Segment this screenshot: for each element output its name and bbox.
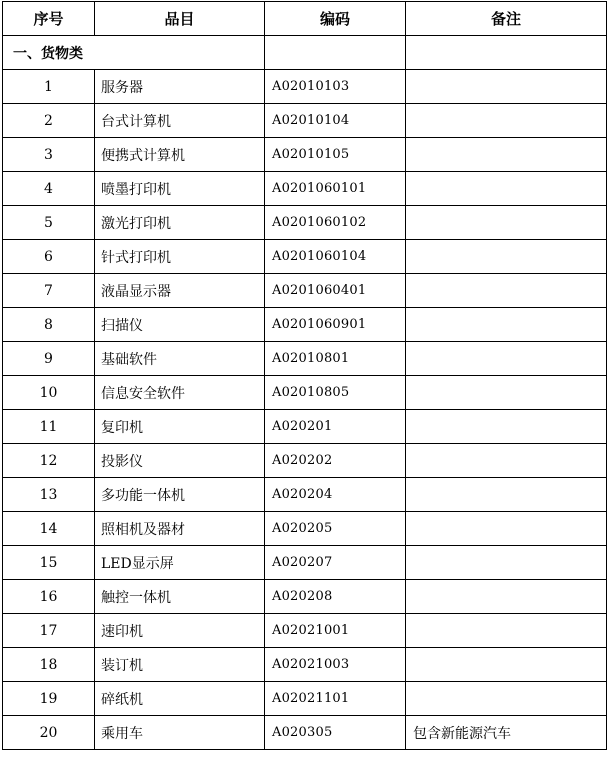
table-row <box>3 614 607 648</box>
row-code: A02010104 <box>265 104 406 138</box>
row-index: 13 <box>3 478 95 512</box>
row-item: 碎纸机 <box>95 682 265 716</box>
table-row <box>3 70 607 104</box>
row-remark <box>406 478 607 512</box>
row-index: 16 <box>3 580 95 614</box>
row-remark <box>406 308 607 342</box>
row-code: A02010801 <box>265 342 406 376</box>
row-code: A020201 <box>265 410 406 444</box>
row-item: 照相机及器材 <box>95 512 265 546</box>
row-item: 乘用车 <box>95 716 265 750</box>
row-item: 多功能一体机 <box>95 478 265 512</box>
section-code-cell <box>265 36 406 70</box>
row-index: 3 <box>3 138 95 172</box>
row-remark <box>406 546 607 580</box>
row-remark <box>406 512 607 546</box>
row-code: A020208 <box>265 580 406 614</box>
row-item: 触控一体机 <box>95 580 265 614</box>
row-index: 8 <box>3 308 95 342</box>
row-item: 信息安全软件 <box>95 376 265 410</box>
table-row <box>3 716 607 750</box>
row-index: 20 <box>3 716 95 750</box>
row-code: A02021101 <box>265 682 406 716</box>
table-header-row <box>3 2 607 36</box>
row-code: A020207 <box>265 546 406 580</box>
row-remark <box>406 682 607 716</box>
row-item: 针式打印机 <box>95 240 265 274</box>
row-item: 激光打印机 <box>95 206 265 240</box>
table-row <box>3 410 607 444</box>
row-remark <box>406 138 607 172</box>
row-item: 喷墨打印机 <box>95 172 265 206</box>
row-code: A02010805 <box>265 376 406 410</box>
header-item: 品目 <box>95 2 265 36</box>
row-code: A020205 <box>265 512 406 546</box>
row-code: A0201060104 <box>265 240 406 274</box>
row-index: 5 <box>3 206 95 240</box>
row-code: A0201060901 <box>265 308 406 342</box>
table-row <box>3 342 607 376</box>
table-row <box>3 478 607 512</box>
row-index: 17 <box>3 614 95 648</box>
table-row <box>3 376 607 410</box>
row-index: 15 <box>3 546 95 580</box>
row-item: LED显示屏 <box>95 546 265 580</box>
row-remark <box>406 614 607 648</box>
row-remark <box>406 104 607 138</box>
row-item: 扫描仪 <box>95 308 265 342</box>
row-remark <box>406 376 607 410</box>
row-code: A02021003 <box>265 648 406 682</box>
row-remark <box>406 172 607 206</box>
table-row <box>3 580 607 614</box>
table-row <box>3 104 607 138</box>
row-code: A020202 <box>265 444 406 478</box>
row-item: 台式计算机 <box>95 104 265 138</box>
row-index: 12 <box>3 444 95 478</box>
row-remark <box>406 444 607 478</box>
section-remark-cell <box>406 36 607 70</box>
table-row <box>3 206 607 240</box>
row-index: 14 <box>3 512 95 546</box>
table-row <box>3 682 607 716</box>
row-index: 6 <box>3 240 95 274</box>
table-row <box>3 444 607 478</box>
row-item: 液晶显示器 <box>95 274 265 308</box>
header-remark: 备注 <box>406 2 607 36</box>
row-code: A020204 <box>265 478 406 512</box>
row-remark <box>406 342 607 376</box>
section-title: 一、货物类 <box>3 36 265 70</box>
row-index: 18 <box>3 648 95 682</box>
row-item: 复印机 <box>95 410 265 444</box>
table-row <box>3 648 607 682</box>
row-index: 2 <box>3 104 95 138</box>
table-row <box>3 172 607 206</box>
row-remark <box>406 70 607 104</box>
row-item: 速印机 <box>95 614 265 648</box>
row-code: A02010103 <box>265 70 406 104</box>
table-row <box>3 546 607 580</box>
row-index: 10 <box>3 376 95 410</box>
row-remark <box>406 206 607 240</box>
row-code: A02010105 <box>265 138 406 172</box>
header-code: 编码 <box>265 2 406 36</box>
table-row <box>3 138 607 172</box>
row-code: A020305 <box>265 716 406 750</box>
row-remark <box>406 410 607 444</box>
row-index: 7 <box>3 274 95 308</box>
row-item: 基础软件 <box>95 342 265 376</box>
row-index: 19 <box>3 682 95 716</box>
table-row <box>3 512 607 546</box>
table-row <box>3 240 607 274</box>
row-index: 4 <box>3 172 95 206</box>
row-code: A0201060101 <box>265 172 406 206</box>
row-item: 便携式计算机 <box>95 138 265 172</box>
row-remark <box>406 274 607 308</box>
header-index: 序号 <box>3 2 95 36</box>
row-code: A02021001 <box>265 614 406 648</box>
row-index: 11 <box>3 410 95 444</box>
section-row <box>3 36 607 70</box>
table-row <box>3 274 607 308</box>
row-item: 投影仪 <box>95 444 265 478</box>
row-remark <box>406 580 607 614</box>
row-item: 服务器 <box>95 70 265 104</box>
procurement-catalog-table <box>2 1 607 750</box>
row-index: 9 <box>3 342 95 376</box>
row-remark: 包含新能源汽车 <box>406 716 607 750</box>
row-index: 1 <box>3 70 95 104</box>
row-remark <box>406 240 607 274</box>
row-remark <box>406 648 607 682</box>
row-code: A0201060102 <box>265 206 406 240</box>
row-item: 装订机 <box>95 648 265 682</box>
table-row <box>3 308 607 342</box>
row-code: A0201060401 <box>265 274 406 308</box>
